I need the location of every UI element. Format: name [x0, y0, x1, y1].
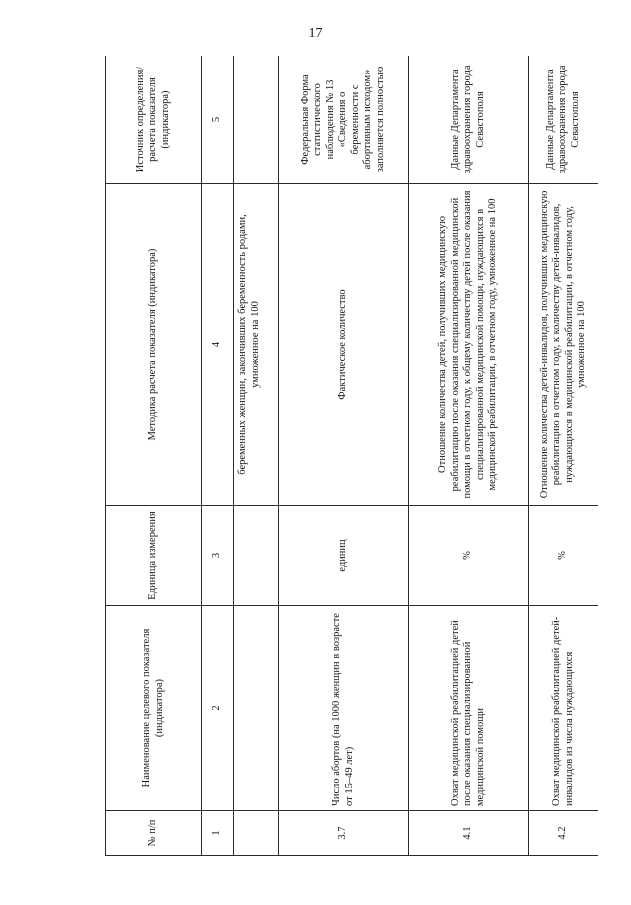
table-header-row: [106, 56, 202, 856]
header-number: № п/п: [106, 811, 202, 856]
rotated-table-area: [105, 56, 598, 856]
continuation-source: [234, 56, 279, 184]
column-number-3: 3: [202, 506, 234, 606]
row-method: Фактическое количество: [279, 184, 409, 506]
row-indicator-name: Охват медицинской реабилитацией детей после оказания специализированной медицинской помощи: [409, 606, 529, 811]
column-number-row: [202, 56, 234, 856]
row-source: Данные Департамента здравоохранения города Севастополя: [409, 56, 529, 184]
table-row: [409, 56, 529, 856]
continuation-row: [234, 56, 279, 856]
row-number: 3.7: [279, 811, 409, 856]
row-unit: %: [409, 506, 529, 606]
continuation-number: [234, 811, 279, 856]
continuation-name: [234, 606, 279, 811]
row-method: Отношение количества детей, получивших медицинскую реабилитацию после оказания специализированной медицинской помощи в отчетном году, к общему количеству детей после оказания специализированной медицинской помощи, нуждающихся в медицинской реабилитации, в отчетном году, умноженное на 100: [409, 184, 529, 506]
row-unit: единиц: [279, 506, 409, 606]
column-number-1: 1: [202, 811, 234, 856]
row-indicator-name: Число абортов (на 1000 женщин в возрасте от 15–49 лет): [279, 606, 409, 811]
indicators-table: [105, 56, 598, 856]
column-number-5: 5: [202, 56, 234, 184]
header-unit: Единица измерения: [106, 506, 202, 606]
row-number: 4.2: [529, 811, 599, 856]
table-row: [279, 56, 409, 856]
table-row: [529, 56, 599, 856]
row-indicator-name: Охват медицинской реабилитацией детей-инвалидов из числа нуждающихся: [529, 606, 599, 811]
row-source: Федеральная Форма статистического наблюдения № 13 «Сведения о беременности с абортивным исходом» заполняется полностью: [279, 56, 409, 184]
rotated-table-wrapper: [105, 56, 598, 856]
column-number-4: 4: [202, 184, 234, 506]
row-unit: %: [529, 506, 599, 606]
row-number: 4.1: [409, 811, 529, 856]
header-indicator-name: Наименование целевого показателя (индикатора): [106, 606, 202, 811]
row-source: Данные Департамента здравоохранения города Севастополя: [529, 56, 599, 184]
header-source: Источник определения/ расчета показателя (индикатора): [106, 56, 202, 184]
column-number-2: 2: [202, 606, 234, 811]
continuation-method: беременных женщин, закончивших беременность родами, умноженное на 100: [234, 184, 279, 506]
continuation-unit: [234, 506, 279, 606]
page-number: 17: [308, 26, 323, 41]
header-method: Методика расчета показателя (индикатора): [106, 184, 202, 506]
row-method: Отношение количества детей-инвалидов, получивших медицинскую реабилитацию в отчетном году, к количеству детей-инвалидов, нуждающихся в медицинской реабилитации, в отчетном году, умноженное на 100: [529, 184, 599, 506]
